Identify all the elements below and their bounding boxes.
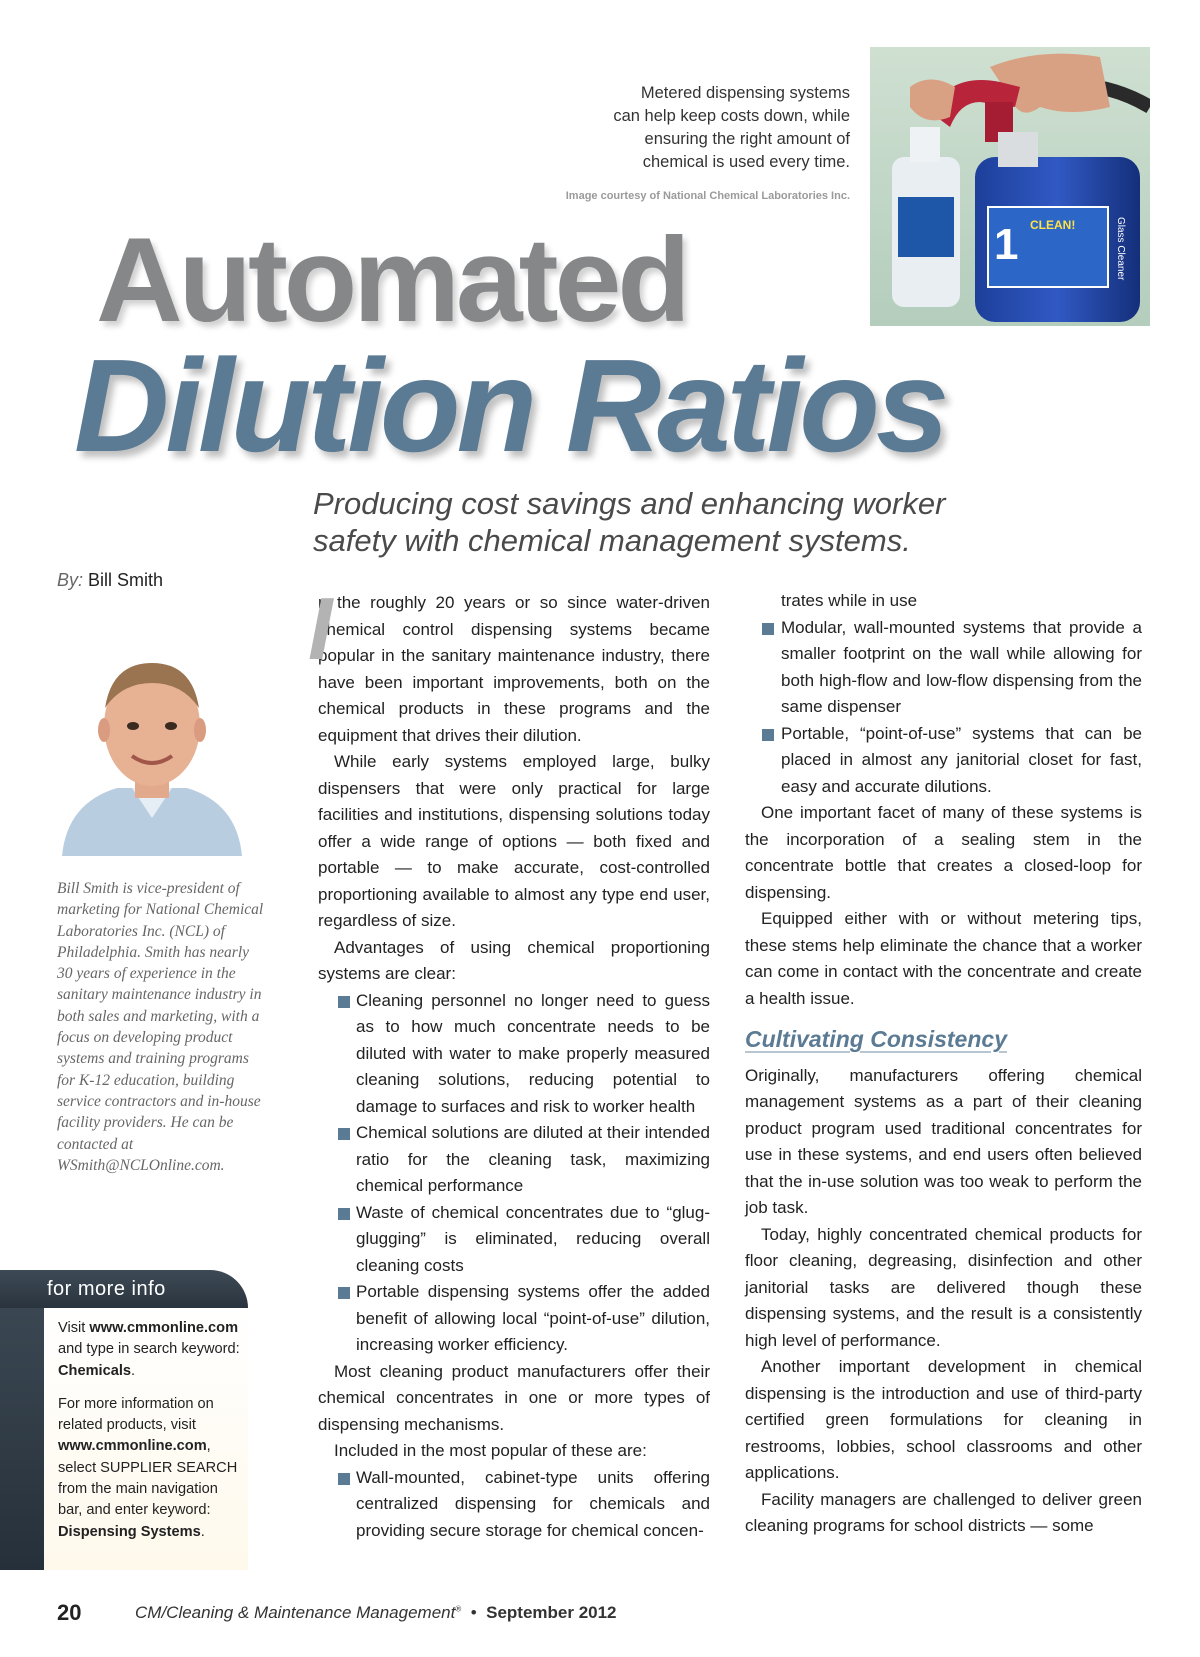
- footer-separator: •: [470, 1603, 477, 1622]
- info-panel-header: [0, 1270, 248, 1308]
- info-link[interactable]: www.cmmonline.com: [89, 1320, 239, 1336]
- caption-line: can help keep costs down, while: [613, 107, 850, 125]
- author-headshot: [57, 638, 247, 856]
- caption-line: chemical is used every time.: [642, 153, 850, 171]
- article-paragraph: Today, highly concentrated chemical products for floor cleaning, degreasing, disinfection and other janitorial tasks are delivered though these dispensing systems, and the result is a consistently high level of performance.: [745, 1224, 1142, 1350]
- magazine-name: CM/Cleaning & Maintenance Management: [135, 1603, 456, 1622]
- byline-author: Bill Smith: [88, 570, 164, 590]
- bullet-square: [762, 623, 774, 635]
- info-text: Visit: [58, 1320, 90, 1336]
- list-item-text: Modular, wall-mounted systems that provide a smaller footprint on the wall while allowing for both high-flow and low-flow dispensing from the same dispenser: [781, 617, 1142, 716]
- article-column-1: [308, 579, 710, 1544]
- info-text: .: [131, 1362, 136, 1379]
- article-paragraph: Another important development in chemical dispensing is the introduction and use of third-party certified green formulations for cleaning in restrooms, lobbies, school classrooms and other applications.: [745, 1357, 1142, 1482]
- article-paragraph: I n the roughly 20 years or so since water-driven chemical control dispensing systems became popular in the sanitary maintenance industry, there have been important improvements, both on the chemical products in these programs and the equipment that drives their dilution.: [308, 579, 710, 745]
- bottle-side-label: Glass Cleaner: [1115, 217, 1126, 281]
- deck-subtitle: Producing cost savings and enhancing worker safety with chemical management systems.: [313, 486, 946, 558]
- list-item: [318, 988, 710, 1121]
- info-panel-bar: [0, 1270, 44, 1570]
- photo-caption: [480, 82, 850, 174]
- list-item-text: Waste of chemical concentrates due to “glug-glugging” is eliminated, reducing overall cleaning costs: [356, 1202, 710, 1275]
- article-paragraph: Included in the most popular of these are:: [334, 1441, 647, 1460]
- product-photo: [870, 47, 1150, 326]
- headline-line-1: Automated: [96, 213, 687, 347]
- list-item: [318, 1120, 710, 1200]
- article-paragraph: Originally, manufacturers offering chemical management systems as a part of their cleaning product program used traditional concentrates for use in these systems, and end users often believed that the in-use solution was too weak to perform the job task.: [745, 1065, 1142, 1217]
- list-item: [745, 615, 1142, 721]
- bullet-square: [338, 1473, 350, 1485]
- issue-date: September 2012: [486, 1603, 617, 1622]
- photo-credit: Image courtesy of National Chemical Laboratories Inc.: [565, 190, 850, 202]
- list-item-text: Chemical solutions are diluted at their intended ratio for the cleaning task, maximizing chemical performance: [356, 1123, 710, 1195]
- article-paragraph: Equipped either with or without metering tips, these stems help eliminate the chance that a worker can come in contact with the concentrate and create a health issue.: [745, 909, 1142, 1008]
- list-item: [318, 1465, 710, 1545]
- info-link[interactable]: www.cmmonline.com: [58, 1438, 207, 1455]
- running-footer: [135, 1603, 617, 1623]
- info-text: , select SUPPLIER SEARCH from the main navigation bar, and enter keyword:: [58, 1438, 238, 1519]
- info-text: .: [200, 1523, 205, 1540]
- article-paragraph: While early systems employed large, bulky dispensers that were only practical for large facilities and institutions, dispensing solutions today offer a wide range of options — both fixed and portable — to make accurate, cost-controlled proportioning available to almost any type end user, regardless of size.: [318, 752, 710, 930]
- info-panel-text: [58, 1318, 246, 1555]
- article-paragraph: One important facet of many of these systems is the incorporation of a sealing stem in the concentrate bottle that creates a closed-loop for dispensing.: [745, 803, 1142, 902]
- info-paragraph-1: [58, 1318, 246, 1382]
- bullet-square: [338, 1128, 350, 1140]
- list-item-text: Portable dispensing systems offer the added benefit of allowing local “point-of-use” dilution, increasing worker efficiency.: [356, 1282, 710, 1354]
- author-photo: [57, 638, 247, 856]
- list-item: [318, 1200, 710, 1280]
- list-item-text: Cleaning personnel no longer need to guess as to how much concentrate needs to be diluted with water to make properly measured cleaning solutions, reducing potential to damage to surfaces and risk to worker health: [356, 990, 710, 1116]
- section-heading: Cultivating Consistency: [745, 1026, 1007, 1052]
- info-panel-title: for more info: [47, 1278, 166, 1300]
- article-paragraph: Facility managers are challenged to deliver green cleaning programs for school districts — some: [745, 1489, 1142, 1535]
- bullet-square: [762, 729, 774, 741]
- headline-line-2: Dilution Ratios: [74, 332, 946, 479]
- article-paragraph: Advantages of using chemical proportioning systems are clear:: [318, 937, 710, 983]
- info-text: For more information on related products, visit: [58, 1395, 214, 1434]
- advantages-list: [318, 988, 710, 1359]
- author-bio: Bill Smith is vice-president of marketing for National Chemical Laboratories Inc. (NCL) of Philadelphia. Smith has nearly 30 years of experience in the sanitary maintenance industry in both sales and marketing, with a focus on developing product systems and training programs for K-12 education, building service contractors and in-house facility providers. He can be contacted at WSmith@NCLOnline.com.: [57, 880, 264, 1174]
- dispenser-types-list: [318, 1465, 710, 1545]
- dispenser-illustration: [870, 47, 1150, 326]
- page-number: 20: [57, 1600, 82, 1625]
- list-item-text: Portable, “point-of-use” systems that can be placed in almost any janitorial closet for fast, easy and accurate dilutions.: [781, 723, 1142, 796]
- bottle-brand: CLEAN!: [1030, 218, 1076, 232]
- bottle-number: 1: [994, 220, 1019, 269]
- article-paragraph: Most cleaning product manufacturers offer their chemical concentrates in one or more types of dispensing mechanisms.: [318, 1361, 710, 1434]
- caption-line: ensuring the right amount of: [644, 130, 850, 148]
- list-item: [318, 1279, 710, 1359]
- list-item: [745, 721, 1142, 801]
- article-column-2: [745, 588, 1142, 1540]
- bullet-square: [338, 1287, 350, 1299]
- bullet-square: [338, 996, 350, 1008]
- info-keyword: Dispensing Systems: [58, 1523, 201, 1540]
- info-keyword: Chemicals: [58, 1362, 132, 1379]
- list-item-text: Wall-mounted, cabinet-type units offering centralized dispensing for chemicals and providing secure storage for chemical concen-: [356, 1467, 710, 1540]
- byline: [57, 570, 163, 591]
- list-item-continuation: trates while in use: [781, 591, 918, 610]
- info-paragraph-2: [58, 1394, 246, 1543]
- bullet-square: [338, 1208, 350, 1220]
- caption-line: Metered dispensing systems: [640, 84, 850, 102]
- info-text: and type in search keyword:: [58, 1341, 240, 1358]
- byline-label: By:: [57, 570, 84, 590]
- registered-mark: ®: [455, 1604, 462, 1614]
- paragraph-text: n the roughly 20 years or so since water-driven chemical control dispensing systems became popular in the sanitary maintenance industry, there have been important improvements, both on the chemical products in these programs and the equipment that drives their dilution.: [318, 593, 710, 745]
- dispenser-types-list-continued: [745, 615, 1142, 801]
